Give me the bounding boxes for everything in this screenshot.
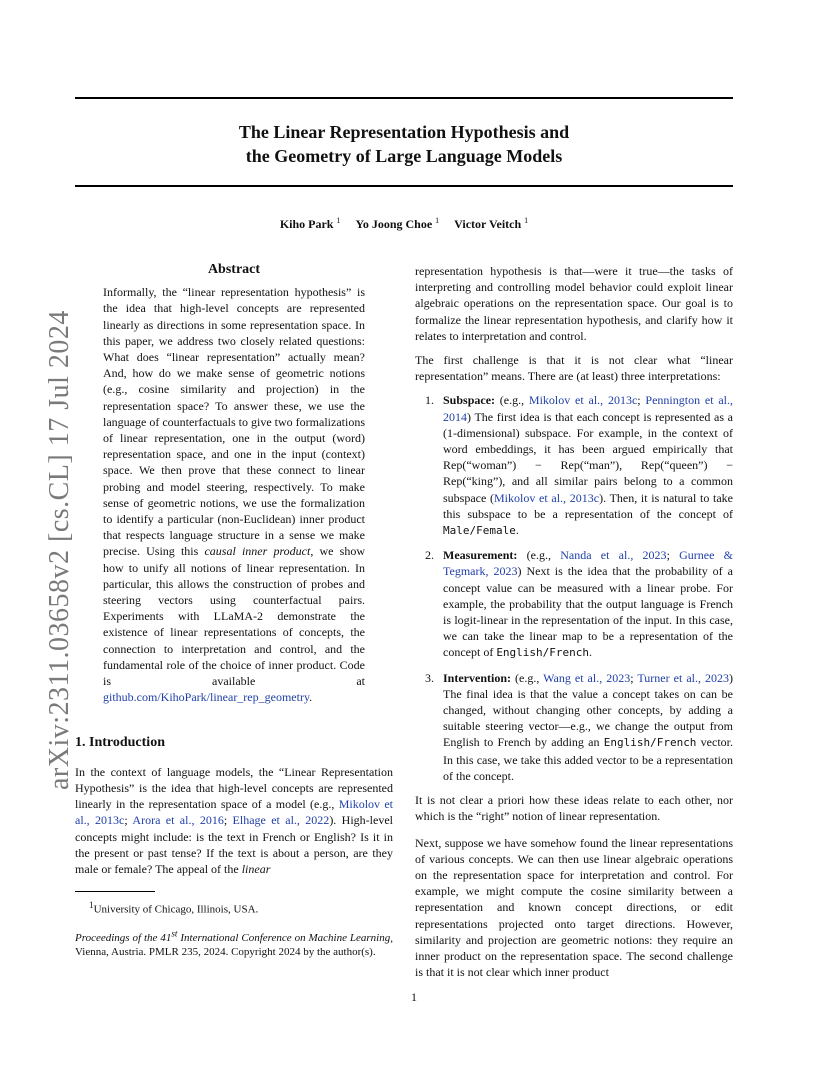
intro-paragraph: In the context of language models, the “Linear Representation Hypothesis” is the idea that high-level concepts are represented linearly in the representation space of a model (e.g., Mikolov et al., 2013c; Arora et al., 2016; Elhage et al., 2022). High-level concepts might include: is the text in French or English? Is it in the present or past tense? If the text is about a person, are they male or female? The appeal of the linear: [75, 764, 393, 876]
affiliation-footnote: $^1$University of Chicago, Illinois, USA.: [89, 900, 259, 916]
right-paragraph-3: It is not clear a priori how these ideas relate to each other, nor which is the “right” notion of linear representation.: [415, 793, 733, 824]
author-1: Kiho Park $^1$: [279, 216, 341, 231]
citation-link[interactable]: Arora et al., 2016: [132, 813, 224, 828]
citation-link[interactable]: Mikolov et al., 2013c: [75, 797, 393, 828]
paper-title: [75, 120, 733, 168]
citation-link[interactable]: Wang et al., 2023: [543, 670, 631, 685]
footnote-rule: [75, 891, 155, 892]
citation-link[interactable]: Gurnee & Tegmark, 2023: [443, 548, 734, 579]
right-paragraph-2: The first challenge is that it is not clear what “linear representation” means. There are (at least) three interpretations:: [415, 353, 733, 384]
page-number: 1: [411, 990, 417, 1004]
author-list: [75, 216, 733, 232]
list-item: 1. Subspace: (e.g., Mikolov et al., 2013c; Pennington et al., 2014) The first idea is that each concept is represented as a (1-dimensional) subspace. For example, in the context of word embeddings, it has been argued empirically that Rep(“woman”) − Rep(“man”), Rep(“queen”) − Rep(“king”), and all similar pairs belong to a common subspace (Mikolov et al., 2013c). Then, it is natural to take this subspace to be a representation of the concept of Male/Female.: [425, 393, 734, 538]
author-3: Victor Veitch $^1$: [454, 216, 529, 231]
proceedings-footnote: Proceedings of the 41st International Conference on Machine Learning, Vienna, Austria. PMLR 235, 2024. Copyright 2024 by the author(s).: [75, 928, 393, 959]
title-rule-bottom: [75, 185, 733, 187]
abstract-body: Informally, the “linear representation hypothesis” is the idea that high-level concepts are represented linearly as directions in some representation space. In this paper, we address two closely related questions: What does “linear representation” actually mean? And, how do we make sense of geometric notions (e.g., cosine similarity and projection) in the representation space? To answer these, we use the language of counterfactuals to give two formalizations of linear representation, one in the output (word) representation space, and one in the input (context) space. We then prove that these connect to linear probing and model steering, respectively. To make sense of geometric notions, we use the formalization to identify a particular (non-Euclidean) inner product that respects language structure in a sense we make precise. Using this causal inner product, we show how to unify all notions of linear representation. In particular, this allows the construction of probes and steering vectors using counterfactual pairs. Experiments with LLaMA-2 demonstrate the existence of linear representations of concepts, the connection to interpretation and control, and the fundamental role of the choice of inner product. Code is available at github.com/KihoPark/linear_rep_geometry.: [103, 285, 365, 705]
arxiv-watermark: arXiv:2311.03658v2 [cs.CL] 17 Jul 2024: [44, 310, 75, 790]
abstract-heading: Abstract: [207, 262, 261, 277]
title-line-1: The Linear Representation Hypothesis and: [238, 122, 570, 142]
intro-heading: 1. Introduction: [75, 735, 165, 751]
right-column: [415, 263, 733, 980]
citation-link[interactable]: Turner et al., 2023: [637, 670, 730, 685]
left-column: [75, 262, 393, 959]
citation-link[interactable]: Pennington et al., 2014: [443, 393, 733, 424]
interpretation-list: [415, 392, 733, 784]
citation-link[interactable]: Elhage et al., 2022: [232, 813, 330, 828]
citation-link[interactable]: Nanda et al., 2023: [560, 548, 667, 563]
citation-link[interactable]: Mikolov et al., 2013c: [494, 490, 600, 505]
title-line-2: the Geometry of Large Language Models: [245, 146, 563, 166]
right-paragraph-1: representation hypothesis is that—were it true—the tasks of interpreting and controlling model behavior could exploit linear algebraic operations on the representation space. Our goal is to formalize the linear representation hypothesis, and clarify how it relates to interpretation and control.: [415, 264, 733, 343]
list-item: 2. Measurement: (e.g., Nanda et al., 2023; Gurnee & Tegmark, 2023) Next is the idea that the probability of a concept value can be measured with a linear probe. For example, the probability that the output language is French is logit-linear in the representation of the input. In this case, we can take the linear map to be a representation of the concept of English/French.: [425, 548, 734, 660]
author-2: Yo Joong Choe $^1$: [355, 216, 440, 231]
list-item: 3. Intervention: (e.g., Wang et al., 2023; Turner et al., 2023) The final idea is that the value a concept takes on can be changed, without changing other concepts, by adding a suitable steering vector—e.g., we change the output from English to French by adding an English/French vector. In this case, we take this added vector to be a representation of the concept.: [425, 670, 734, 783]
code-link[interactable]: github.com/KihoPark/linear_rep_geometry: [103, 690, 310, 705]
title-rule-top: [75, 97, 733, 99]
citation-link[interactable]: Mikolov et al., 2013c: [528, 393, 638, 408]
right-paragraph-4: Next, suppose we have somehow found the linear representations of various concepts. We can then use linear algebraic operations on the representation space for interpretation and control. For example, we might compute the cosine similarity between a representation and known concept directions, or edit representations projected onto target directions. However, similarity and projection are geometric notions: they require an inner product on the representation space. The second challenge is that it is not clear which inner product: [415, 835, 733, 980]
